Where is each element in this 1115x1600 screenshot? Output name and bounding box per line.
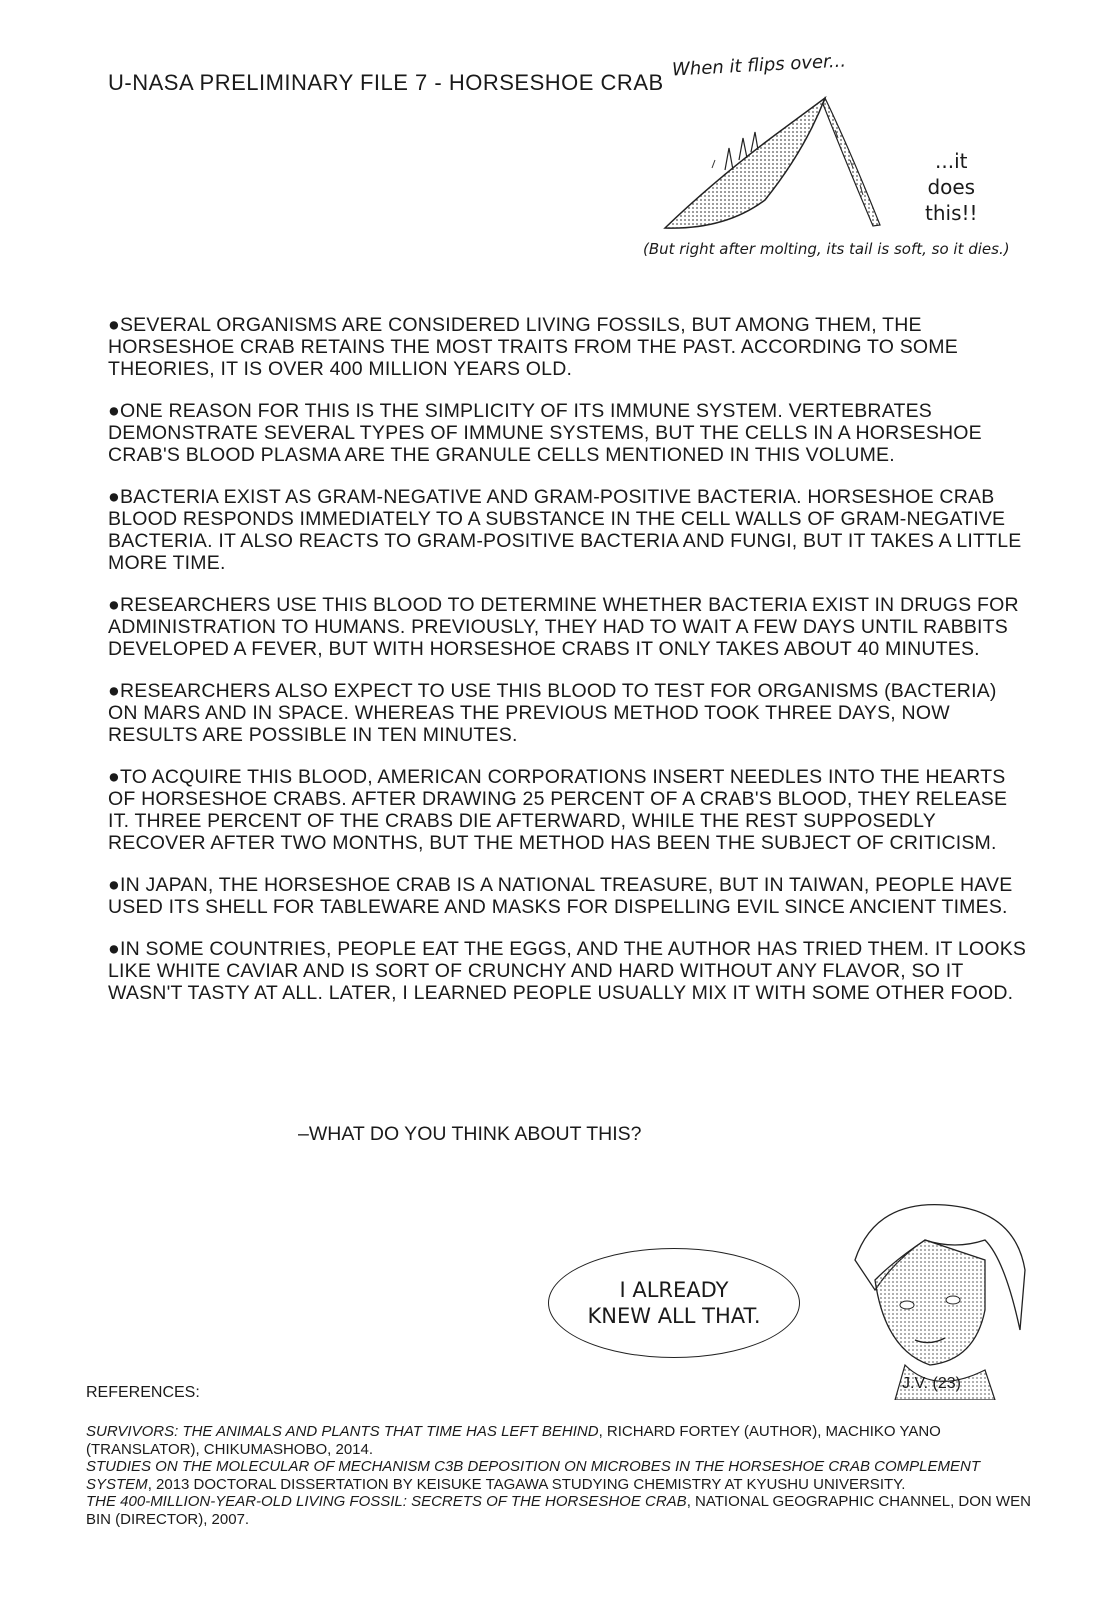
speech-bubble xyxy=(548,1248,800,1358)
horseshoe-crab-illustration xyxy=(655,90,915,240)
paragraph: ●RESEARCHERS USE THIS BLOOD TO DETERMINE WHETHER BACTERIA EXIST IN DRUGS FOR ADMINISTRATION TO HUMANS. PREVIOUSLY, THEY HAD TO WAIT A FEW DAYS UNTIL RABBITS DEVELOPED A FEVER, BUT WITH HORSESHOE CRABS IT ONLY TAKES ABOUT 40 MINUTES. xyxy=(108,594,1019,660)
reference-title: THE 400-MILLION-YEAR-OLD LIVING FOSSIL: SECRETS OF THE HORSESHOE CRAB xyxy=(86,1493,687,1510)
reference-details: , RICHARD FORTEY (AUTHOR), MACHIKO YANO (TRANSLATOR), CHIKUMASHOBO, 2014. xyxy=(86,1423,941,1458)
illustration-side-caption xyxy=(925,148,978,226)
paragraph: ●RESEARCHERS ALSO EXPECT TO USE THIS BLOOD TO TEST FOR ORGANISMS (BACTERIA) ON MARS AND IN SPACE. WHEREAS THE PREVIOUS METHOD TOOK THREE DAYS, NOW RESULTS ARE POSSIBLE IN TEN MINUTES. xyxy=(108,680,997,746)
article-body xyxy=(108,314,1028,1024)
page-title: U-NASA PRELIMINARY FILE 7 - HORSESHOE CRAB xyxy=(108,70,664,95)
paragraph: ●SEVERAL ORGANISMS ARE CONSIDERED LIVING FOSSILS, BUT AMONG THEM, THE HORSESHOE CRAB RETAINS THE MOST TRAITS FROM THE PAST. ACCORDING TO SOME THEORIES, IT IS OVER 400 MILLION YEARS OLD. xyxy=(108,314,958,380)
speech-line: I ALREADY xyxy=(619,1278,729,1302)
reference-item xyxy=(86,1423,1046,1458)
paragraph: ●IN JAPAN, THE HORSESHOE CRAB IS A NATIONAL TREASURE, BUT IN TAIWAN, PEOPLE HAVE USED ITS SHELL FOR TABLEWARE AND MASKS FOR DISPELLING EVIL SINCE ANCIENT TIMES. xyxy=(108,874,1013,918)
reference-title: STUDIES ON THE MOLECULAR OF MECHANISM C3B DEPOSITION ON MICROBES IN THE HORSESHOE CRAB COMPLEMENT SYSTEM xyxy=(86,1458,981,1493)
side-caption-line: this!! xyxy=(925,201,978,225)
reference-title: SURVIVORS: THE ANIMALS AND PLANTS THAT TIME HAS LEFT BEHIND xyxy=(86,1423,599,1440)
closing-question: –WHAT DO YOU THINK ABOUT THIS? xyxy=(298,1123,642,1145)
speech-line: KNEW ALL THAT. xyxy=(587,1304,761,1328)
side-caption-line: ...it xyxy=(935,149,968,173)
paragraph: ●BACTERIA EXIST AS GRAM-NEGATIVE AND GRAM-POSITIVE BACTERIA. HORSESHOE CRAB BLOOD RESPONDS IMMEDIATELY TO A SUBSTANCE IN THE CELL WALLS OF GRAM-NEGATIVE BACTERIA. IT ALSO REACTS TO GRAM-POSITIVE BACTERIA AND FUNGI, BUT IT TAKES A LITTLE MORE TIME. xyxy=(108,486,1022,574)
reference-item xyxy=(86,1458,1046,1493)
paragraph: ●ONE REASON FOR THIS IS THE SIMPLICITY OF ITS IMMUNE SYSTEM. VERTEBRATES DEMONSTRATE SEVERAL TYPES OF IMMUNE SYSTEMS, BUT THE CELLS IN A HORSESHOE CRAB'S BLOOD PLASMA ARE THE GRANULE CELLS MENTIONED IN THIS VOLUME. xyxy=(108,400,982,466)
side-caption-line: does xyxy=(927,175,976,199)
references-heading: REFERENCES: xyxy=(86,1384,200,1401)
reference-item xyxy=(86,1493,1046,1528)
illustration-bottom-caption: (But right after molting, its tail is soft, so it dies.) xyxy=(643,240,1010,258)
reference-details: , NATIONAL GEOGRAPHIC CHANNEL, DON WEN BIN (DIRECTOR), 2007. xyxy=(86,1493,1031,1528)
paragraph: ●IN SOME COUNTRIES, PEOPLE EAT THE EGGS, AND THE AUTHOR HAS TRIED THEM. IT LOOKS LIKE WHITE CAVIAR AND IS SORT OF CRUNCHY AND HARD WITHOUT ANY FLAVOR, SO IT WASN'T TASTY AT ALL. LATER, I LEARNED PEOPLE USUALLY MIX IT WITH SOME OTHER FOOD. xyxy=(108,938,1027,1004)
paragraph: ●TO ACQUIRE THIS BLOOD, AMERICAN CORPORATIONS INSERT NEEDLES INTO THE HEARTS OF HORSESHOE CRABS. AFTER DRAWING 25 PERCENT OF A CRAB'S BLOOD, THEY RELEASE IT. THREE PERCENT OF THE CRABS DIE AFTERWARD, WHILE THE REST SUPPOSEDLY RECOVER AFTER TWO MONTHS, BUT THE METHOD HAS BEEN THE SUBJECT OF CRITICISM. xyxy=(108,766,1008,854)
character-label: J.V. (23) xyxy=(902,1375,961,1392)
references-list xyxy=(86,1423,1046,1528)
character-portrait xyxy=(835,1200,1035,1400)
reference-details: , 2013 DOCTORAL DISSERTATION BY KEISUKE TAGAWA STUDYING CHEMISTRY AT KYUSHU UNIVERSITY. xyxy=(147,1475,906,1493)
illustration-top-caption: When it flips over... xyxy=(671,50,847,81)
